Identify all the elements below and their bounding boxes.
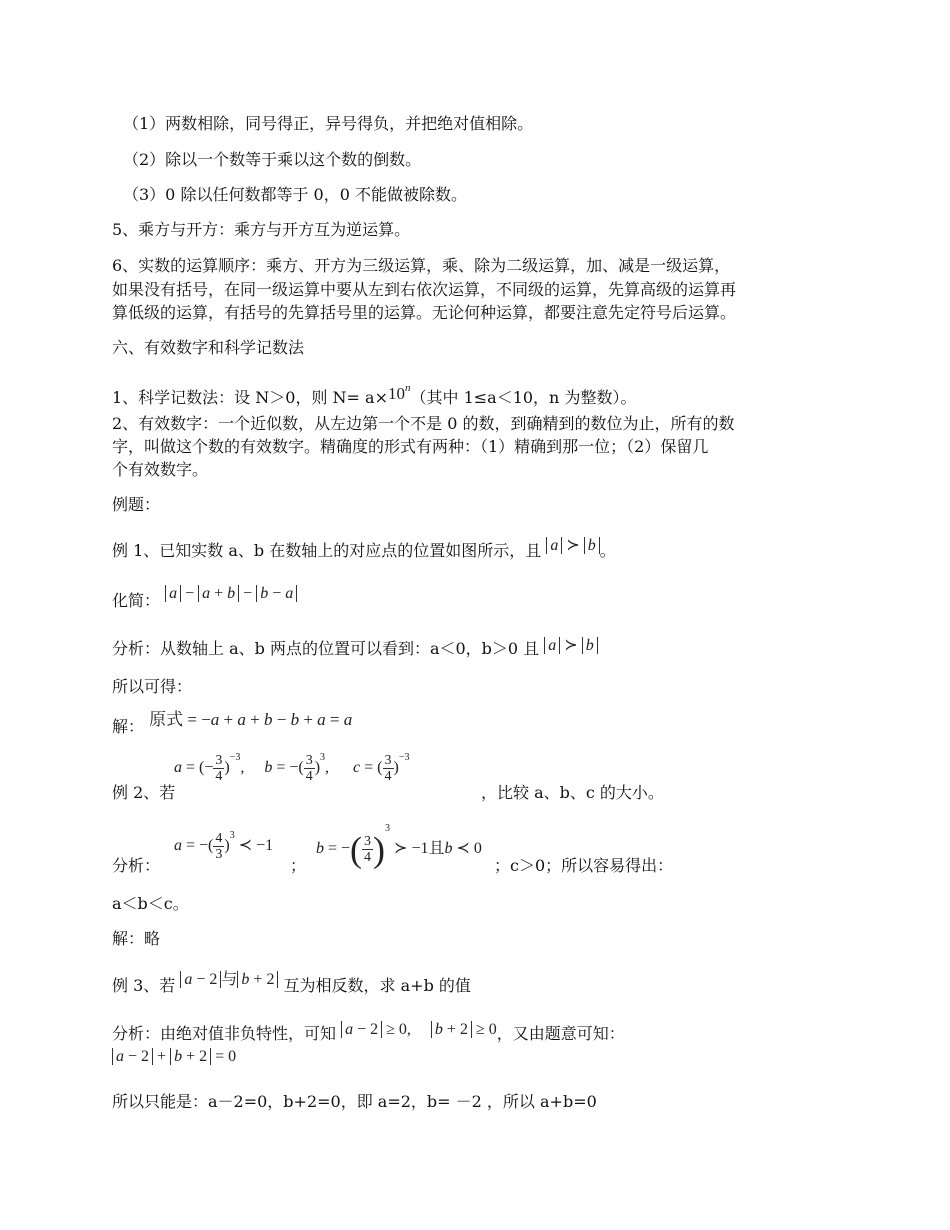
math-conjunction: 且	[428, 840, 445, 857]
text-fragment: 分析：从数轴上 a、b 两点的位置可以看到：a＜0，b＞0 且	[112, 639, 540, 658]
text-line: 6、实数的运算顺序：乘方、开方为三级运算，乘、除为二级运算，加、减是一级运算，	[112, 256, 731, 275]
text-fragment: ；	[290, 856, 307, 875]
text-line	[112, 378, 636, 408]
math-base: 10	[387, 384, 405, 403]
text-fragment: 1、科学记数法：设 N＞0，则 N= a×	[112, 388, 388, 407]
text-line: ，比较 a、b、c 的大小。	[481, 783, 664, 802]
text-line: a＜b＜c。	[112, 894, 189, 913]
text-line: 解：略	[112, 929, 161, 948]
text-line: （1）两数相除，同号得正，异号得负，并把绝对值相除。	[123, 114, 534, 133]
text-fragment: 化简：	[112, 591, 161, 610]
text-line: 2、有效数字：一个近似数，从左边第一个不是 0 的数，到确精到的数位为止，所有的数	[112, 414, 735, 433]
text-fragment: 互为相反数，求 a+b 的值	[283, 976, 471, 995]
text-line: （2）除以一个数等于乘以这个数的倒数。	[123, 150, 422, 169]
math-exponent: n	[404, 382, 411, 394]
text-line: 所以可得：	[112, 677, 193, 696]
text-fragment: 例 3、若	[112, 976, 176, 995]
text-fragment: 解：	[112, 717, 145, 736]
math-solution-1: 原式 = −a + a + b − b + a = a	[149, 710, 353, 729]
math-sum-zero: a − 2 + b + 2 = 0	[112, 1048, 236, 1066]
math-power-of-ten	[388, 384, 411, 403]
math-simplify-expression: a − a + b − b − a	[165, 585, 297, 602]
text-line: ；c＞0；所以容易得出：	[494, 856, 674, 875]
math-abs-inequality: a ≻ b	[546, 537, 599, 554]
math-abs-inequality: a ≻ b	[544, 637, 597, 654]
text-line: 所以只能是：a－2=0，b+2=0，即 a=2，b= －2 ，所以 a+b=0	[112, 1092, 597, 1111]
math-conjunction: 与	[221, 971, 238, 988]
text-line: 算低级的运算，有括号的先算括号里的运算。无论何种运算，都要注意先定符号后运算。	[112, 303, 737, 322]
math-abs-pair: a − 2 与 b + 2	[180, 971, 278, 988]
text-line: 5、乘方与开方：乘方与开方互为逆运算。	[112, 220, 411, 239]
math-nonnegativity: a − 2 ≥ 0, b + 2 ≥ 0	[341, 1021, 497, 1038]
math-label: 原式	[149, 710, 184, 729]
text-fragment: ，又由题意可知：	[496, 1024, 625, 1043]
text-line: （3）0 除以任何数都等于 0，0 不能做被除数。	[123, 185, 467, 204]
text-line: 例 2、若	[112, 783, 176, 802]
text-line	[112, 537, 616, 562]
text-line: 字，叫做这个数的有效数字。精确度的形式有两种：（1）精确到那一位；（2）保留几	[112, 437, 709, 456]
text-line: 例题：	[112, 495, 161, 514]
text-line	[112, 710, 353, 737]
text-line: 如果没有括号，在同一级运算中要从左到右依次运算，不同级的运算，先算高级的运算再	[112, 280, 737, 299]
text-fragment: 。	[599, 541, 616, 560]
text-line	[112, 639, 598, 660]
text-fragment: （其中 1≤a＜10，n 为整数）。	[410, 388, 637, 407]
math-definitions-abc: a = (− $\frac{3}{4}$ )$^{-3}$, b = −( $\frac{3}{4}$ )$^3$, c = ( $\frac{3}{4}$ )$^{-3}$	[174, 752, 410, 784]
text-line: 分析：	[112, 856, 161, 875]
text-line	[112, 971, 471, 997]
section-heading: 六、有效数字和科学记数法	[112, 338, 305, 357]
text-fragment: 分析：由绝对值非负特性，可知	[112, 1024, 337, 1043]
math-analysis-a: a = −( $\frac{4}{3}$ )$^3$ ≺ −1	[174, 830, 274, 862]
math-analysis-b: b = −( $\frac{3}{4}$ )$^3$ ≻ −1且b ≺ 0	[316, 823, 482, 870]
text-line	[112, 1021, 625, 1045]
text-line	[112, 585, 297, 612]
text-fragment: 例 1、已知实数 a、b 在数轴上的对应点的位置如图所示，且	[112, 541, 542, 560]
text-line: 个有效数字。	[112, 460, 209, 479]
